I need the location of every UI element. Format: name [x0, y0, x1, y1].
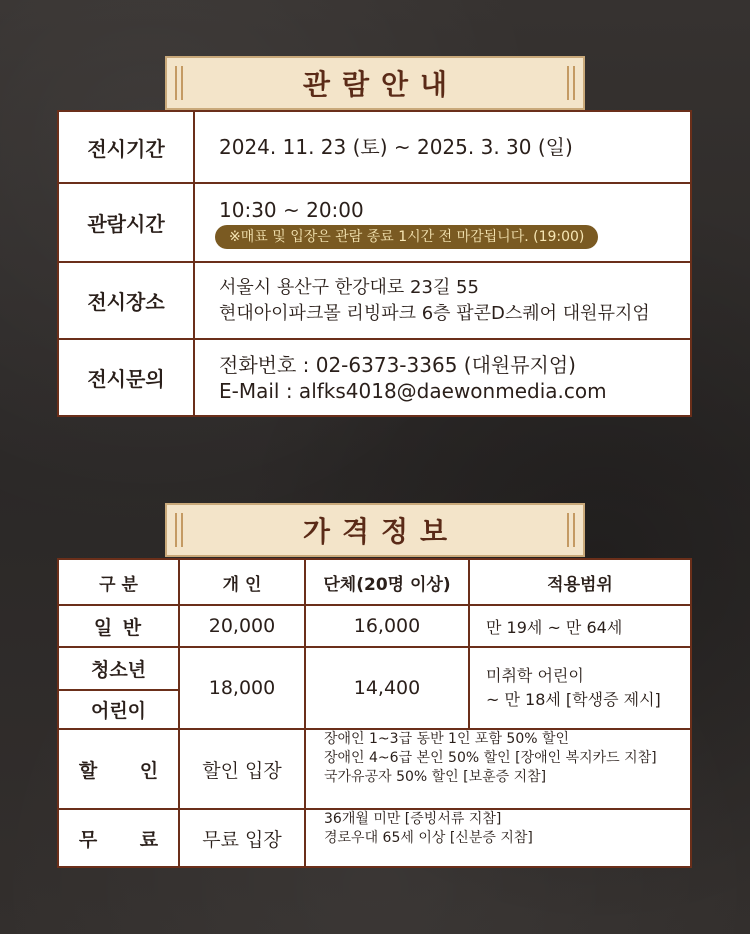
scope-general: 만 19세 ~ 만 64세: [486, 617, 623, 637]
info-value: [195, 112, 690, 182]
price-table: [57, 558, 692, 868]
viewing-info-table: [57, 110, 692, 417]
price-youth-individual: 18,000: [208, 677, 276, 699]
section-banner-viewing-info: [165, 56, 585, 110]
row-label-discount: 할 인: [78, 759, 177, 782]
info-label: 전시기간: [59, 112, 195, 182]
hours-text: 10:30 ~ 20:00: [219, 197, 364, 222]
scope-youth-line: ~ 만 18세 [학생증 제시]: [486, 690, 661, 709]
discount-note: 국가유공자 50% 할인 [보훈증 지참]: [324, 769, 547, 785]
info-label: 관람시간: [59, 184, 195, 261]
email-text: E-Mail : alfks4018@daewonmedia.com: [219, 378, 607, 403]
free-note: 경로우대 65세 이상 [신분증 지참]: [324, 830, 533, 846]
closing-notice-badge: ※매표 및 입장은 관람 종료 1시간 전 마감됩니다. (19:00): [215, 225, 598, 249]
free-note: 36개월 미만 [증빙서류 지참]: [324, 811, 502, 827]
row-label-youth: 청소년: [90, 659, 147, 681]
info-row-period: [59, 112, 690, 184]
discount-note: 장애인 1~3급 동반 1인 포함 50% 할인: [324, 731, 570, 747]
price-discount-individual: 할인 입장: [202, 759, 282, 782]
info-row-contact: [59, 340, 690, 415]
discount-note: 장애인 4~6급 본인 50% 할인 [장애인 복지카드 지참]: [324, 750, 657, 766]
scope-youth-line: 미취학 어린이: [486, 666, 584, 685]
scope-youth: [470, 648, 690, 728]
address-line: 현대아이파크몰 리빙파크 6층 팝콘D스퀘어 대원뮤지엄: [219, 302, 650, 324]
info-value: [195, 184, 690, 261]
header-scope: 적용범위: [547, 574, 613, 595]
row-label-child: 어린이: [90, 700, 147, 722]
phone-text: 전화번호 : 02-6373-3365 (대원뮤지엄): [219, 352, 576, 377]
info-row-location: [59, 263, 690, 340]
info-label: 전시장소: [59, 263, 195, 338]
price-general-group: 16,000: [353, 615, 421, 637]
discount-notes: [306, 730, 690, 808]
info-value: [195, 263, 690, 338]
price-free-individual: 무료 입장: [202, 828, 282, 851]
info-row-hours: [59, 184, 690, 263]
header-category: 구 분: [99, 574, 138, 595]
address-line: 서울시 용산구 한강대로 23길 55: [219, 276, 479, 298]
price-youth-group: 14,400: [353, 677, 421, 699]
free-notes: [306, 810, 690, 866]
header-individual: 개 인: [222, 574, 262, 595]
info-value: [195, 340, 690, 415]
info-label: 전시문의: [59, 340, 195, 415]
price-general-individual: 20,000: [208, 615, 276, 637]
section-title: 관람안내: [302, 68, 460, 101]
row-label-free: 무 료: [78, 828, 177, 851]
header-group: 단체(20명 이상): [323, 574, 451, 595]
section-banner-price-info: [165, 503, 585, 557]
section-title: 가격정보: [302, 515, 460, 548]
row-label-general: 일 반: [93, 616, 144, 639]
period-text: 2024. 11. 23 (토) ~ 2025. 3. 30 (일): [219, 135, 573, 159]
